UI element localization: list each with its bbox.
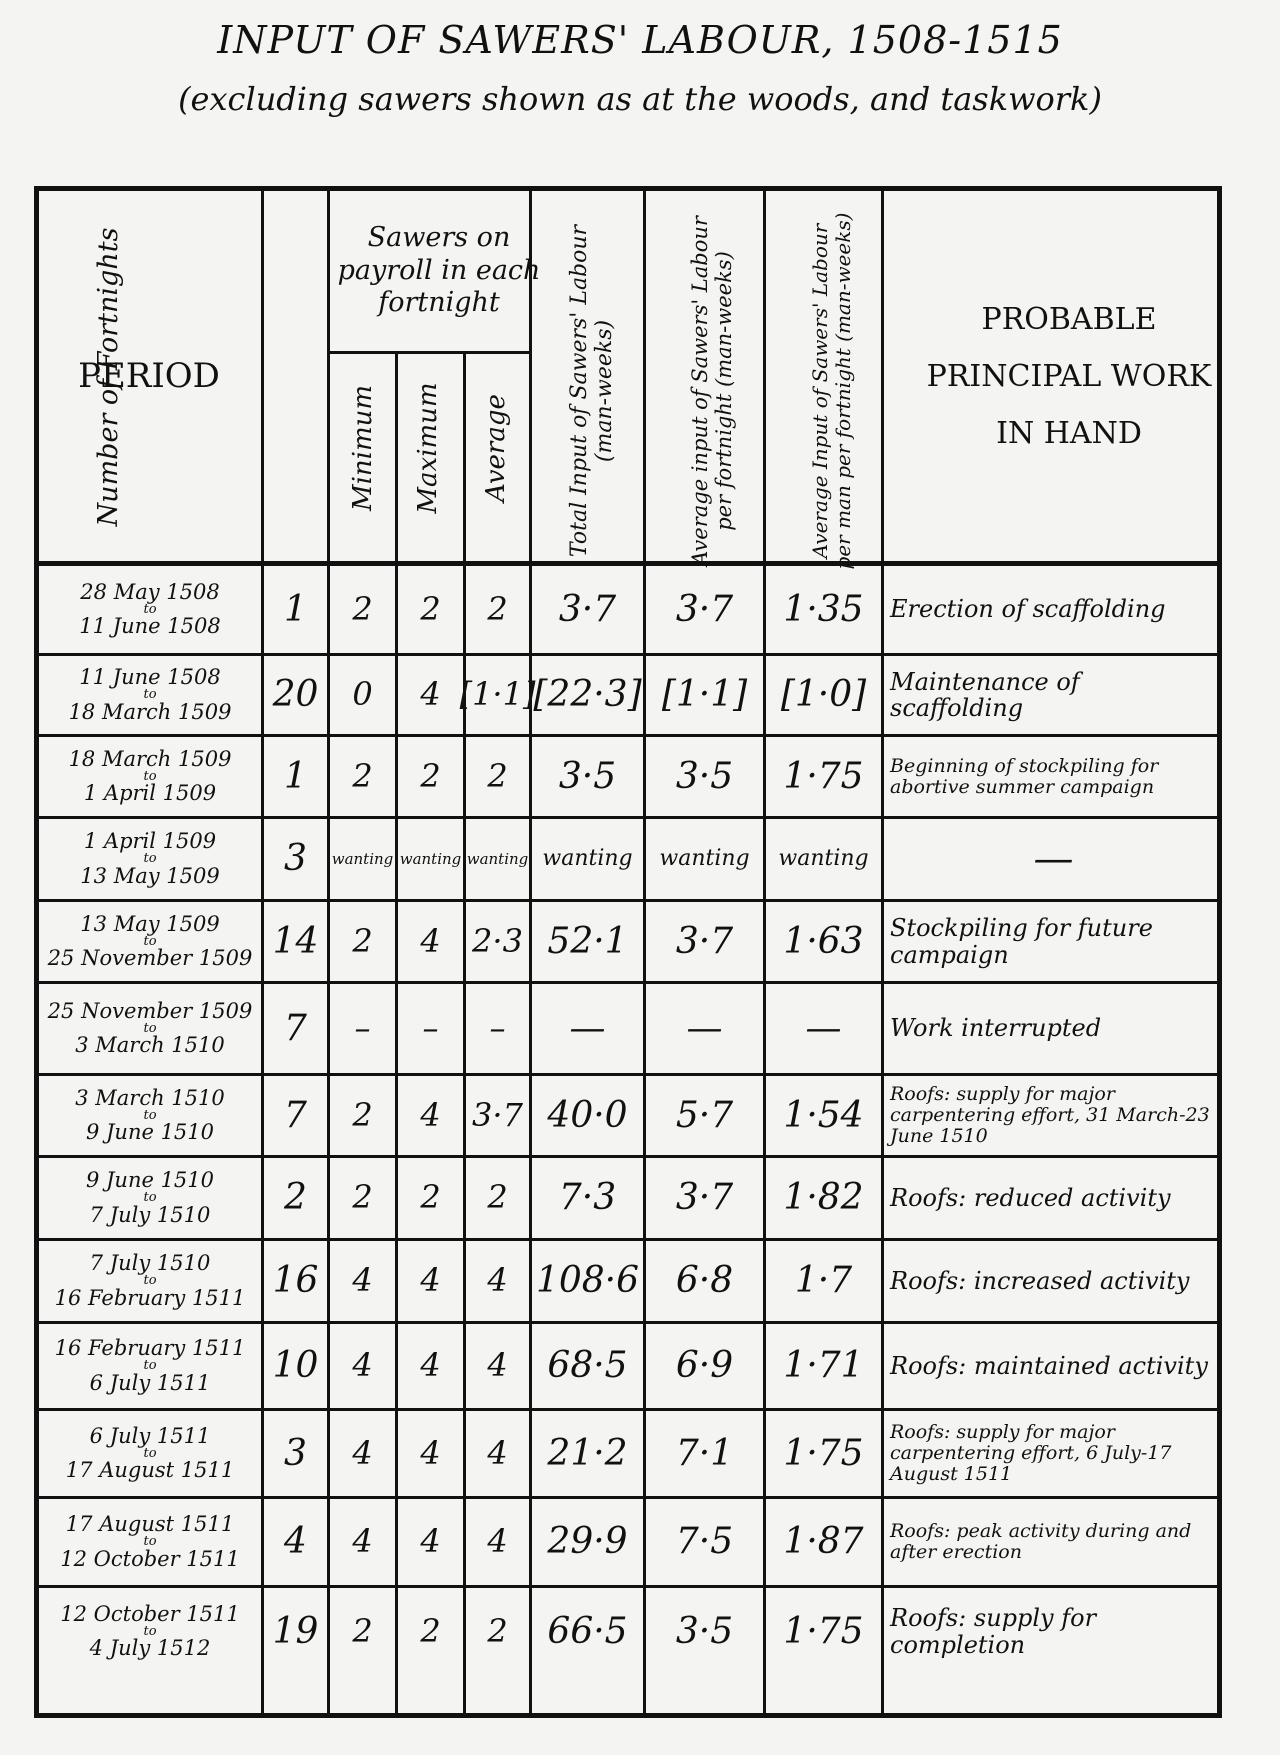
period-to-word: to (143, 601, 157, 617)
per-fortnight-cell: 6·9 (675, 1345, 734, 1387)
total-cell: 3·7 (558, 588, 617, 630)
avg-cell: 2·3 (472, 921, 523, 960)
per-fortnight-cell: 3·5 (675, 755, 734, 797)
period-from: 3 March 1510 (75, 1085, 225, 1110)
period-to: 6 July 1511 (89, 1370, 211, 1395)
work-cell: Roofs: reduced activity (890, 1183, 1171, 1212)
column-divider (261, 191, 264, 1713)
work-cell: Roofs: maintained activity (890, 1351, 1208, 1380)
total-cell: 29·9 (547, 1521, 628, 1563)
fortnights-cell: 1 (284, 588, 307, 630)
total-cell: 68·5 (547, 1345, 628, 1387)
period-to-word: to (143, 768, 157, 784)
max-cell: 2 (420, 756, 441, 795)
avg-cell: – (489, 1008, 506, 1047)
labour-table (34, 186, 1222, 1718)
period-cell (39, 1158, 261, 1238)
period-cell (39, 737, 261, 816)
per-fortnight-cell: — (686, 1007, 723, 1049)
min-cell: 4 (352, 1346, 373, 1385)
period-to-word: to (143, 1020, 157, 1036)
per-fortnight-cell: 5·7 (675, 1094, 734, 1136)
period-to: 11 June 1508 (79, 614, 221, 639)
row-divider (39, 1073, 1217, 1076)
total-cell: 66·5 (547, 1610, 628, 1652)
per-fortnight-cell: 3·7 (675, 1177, 734, 1219)
row-divider (39, 1238, 1217, 1241)
per-fortnight-cell: 6·8 (675, 1260, 734, 1302)
avg-cell: 4 (487, 1346, 508, 1385)
avg-cell: 2 (487, 589, 508, 628)
max-cell: 2 (420, 1611, 441, 1650)
period-cell (39, 819, 261, 899)
period-to-word: to (143, 1107, 157, 1123)
per-fortnight-cell: [1·1] (661, 674, 748, 716)
column-divider (881, 191, 884, 1713)
period-to-word: to (143, 1273, 157, 1289)
total-cell: — (569, 1007, 606, 1049)
min-cell: 2 (352, 921, 373, 960)
work-cell: Erection of scaffolding (890, 595, 1166, 624)
header-minimum: Minimum (348, 384, 379, 512)
column-divider (643, 191, 646, 1713)
period-cell (39, 1324, 261, 1408)
per-man-cell: 1·35 (783, 588, 864, 630)
fortnights-cell: 3 (284, 1432, 307, 1474)
work-cell: — (1033, 836, 1074, 882)
period-to: 12 October 1511 (60, 1546, 240, 1571)
work-cell: Roofs: supply for completion (890, 1604, 1097, 1659)
total-cell: 21·2 (547, 1432, 628, 1474)
min-cell: 4 (352, 1522, 373, 1561)
work-cell: Roofs: increased activity (890, 1266, 1190, 1295)
period-from: 9 June 1510 (85, 1168, 215, 1193)
avg-cell: 4 (487, 1522, 508, 1561)
period-to: 9 June 1510 (85, 1120, 215, 1145)
fortnights-cell: 1 (284, 755, 307, 797)
period-to: 16 February 1511 (54, 1285, 246, 1310)
header-fortnights: Number of Fortnights (93, 227, 125, 527)
header-divider (39, 561, 1217, 566)
row-divider (39, 1155, 1217, 1158)
row-divider (39, 734, 1217, 737)
per-man-cell: — (805, 1007, 842, 1049)
period-to-word: to (143, 1358, 157, 1374)
work-cell: Roofs: supply for major carpentering effort, 31 March-23 June 1510 (890, 1083, 1210, 1147)
work-cell: Stockpiling for future campaign (890, 914, 1153, 969)
max-cell: 2 (420, 589, 441, 628)
avg-cell: 2 (487, 1178, 508, 1217)
work-cell: Work interrupted (890, 1014, 1102, 1043)
row-divider (39, 1321, 1217, 1324)
work-cell: Roofs: peak activity during and after erection (890, 1520, 1192, 1563)
header-sawers-group: Sawers on payroll in each fortnight (337, 222, 541, 319)
period-to-word: to (143, 687, 157, 703)
fortnights-cell: 3 (284, 838, 307, 880)
period-cell (39, 984, 261, 1073)
per-man-cell: 1·75 (783, 1610, 864, 1652)
total-cell: 108·6 (535, 1260, 640, 1302)
work-cell: Roofs: supply for major carpentering effort, 6 July-17 August 1511 (890, 1421, 1172, 1485)
max-cell: 4 (420, 1261, 441, 1300)
subheader-divider (327, 351, 529, 354)
per-man-cell: 1·7 (794, 1260, 853, 1302)
period-from: 12 October 1511 (60, 1601, 240, 1626)
period-to: 25 November 1509 (47, 946, 253, 971)
period-cell (39, 1411, 261, 1496)
min-cell: 2 (352, 589, 373, 628)
max-cell: 4 (420, 921, 441, 960)
total-cell: 3·5 (558, 755, 617, 797)
avg-cell: wanting (466, 849, 529, 868)
min-cell: wanting (331, 849, 394, 868)
total-cell: 7·3 (558, 1177, 617, 1219)
period-to: 18 March 1509 (68, 699, 232, 724)
period-to-word: to (143, 1445, 157, 1461)
period-to-word: to (143, 1534, 157, 1550)
max-cell: 4 (420, 675, 441, 714)
period-cell (39, 566, 261, 653)
period-cell (39, 1588, 261, 1675)
max-cell: 4 (420, 1346, 441, 1385)
row-divider (39, 899, 1217, 902)
header-average: Average (481, 394, 512, 502)
period-from: 1 April 1509 (83, 829, 217, 854)
row-divider (39, 1585, 1217, 1588)
row-divider (39, 1408, 1217, 1411)
avg-cell: [1·1] (459, 675, 536, 714)
header-avg-per-man: Average Input of Sawers' Labour per man per fortnight (man-weeks) (808, 212, 855, 570)
max-cell: – (422, 1008, 439, 1047)
header-work: PROBABLE PRINCIPAL WORK IN HAND (926, 301, 1212, 451)
column-divider (529, 191, 532, 1713)
period-from: 25 November 1509 (47, 998, 253, 1023)
period-cell (39, 1076, 261, 1155)
column-divider (763, 191, 766, 1713)
total-cell: 52·1 (547, 920, 628, 962)
per-man-cell: 1·75 (783, 1432, 864, 1474)
total-cell: [22·3] (533, 674, 642, 716)
max-cell: 4 (420, 1522, 441, 1561)
max-cell: 4 (420, 1433, 441, 1472)
total-cell: wanting (542, 845, 633, 871)
fortnights-cell: 16 (272, 1260, 319, 1302)
row-divider (39, 653, 1217, 656)
header-avg-per-fortnight: Average input of Sawers' Labour per fortnight (man-weeks) (687, 216, 736, 566)
period-to: 17 August 1511 (65, 1458, 235, 1483)
row-divider (39, 1496, 1217, 1499)
header-total-input: Total Input of Sawers' Labour (man-weeks) (566, 224, 617, 558)
min-cell: 2 (352, 1178, 373, 1217)
period-cell (39, 656, 261, 734)
period-cell (39, 1241, 261, 1321)
work-cell: Beginning of stockpiling for abortive summer campaign (890, 754, 1159, 798)
avg-cell: 2 (487, 756, 508, 795)
fortnights-cell: 4 (284, 1521, 307, 1563)
column-divider (327, 191, 330, 1713)
per-man-cell: wanting (778, 845, 869, 871)
work-cell: Maintenance of scaffolding (890, 667, 1080, 722)
fortnights-cell: 14 (272, 920, 319, 962)
min-cell: 4 (352, 1261, 373, 1300)
row-divider (39, 816, 1217, 819)
avg-cell: 2 (487, 1611, 508, 1650)
min-cell: 4 (352, 1433, 373, 1472)
fortnights-cell: 7 (284, 1094, 307, 1136)
page-title: INPUT OF SAWERS' LABOUR, 1508-1515 (217, 18, 1063, 62)
per-man-cell: 1·63 (783, 920, 864, 962)
per-fortnight-cell: 7·5 (675, 1521, 734, 1563)
per-fortnight-cell: 3·7 (675, 920, 734, 962)
period-to-word: to (143, 851, 157, 867)
per-fortnight-cell: wanting (659, 845, 750, 871)
min-cell: 0 (352, 675, 373, 714)
period-to-word: to (143, 1623, 157, 1639)
per-man-cell: 1·75 (783, 755, 864, 797)
period-to: 7 July 1510 (89, 1202, 211, 1227)
avg-cell: 3·7 (472, 1095, 523, 1134)
fortnights-cell: 20 (272, 674, 319, 716)
per-man-cell: [1·0] (780, 674, 867, 716)
min-cell: 2 (352, 756, 373, 795)
max-cell: 4 (420, 1095, 441, 1134)
max-cell: wanting (399, 849, 462, 868)
fortnights-cell: 10 (272, 1345, 319, 1387)
fortnights-cell: 7 (284, 1007, 307, 1049)
avg-cell: 4 (487, 1433, 508, 1472)
page-subtitle: (excluding sawers shown as at the woods, and taskwork) (178, 80, 1102, 118)
per-fortnight-cell: 3·5 (675, 1610, 734, 1652)
per-man-cell: 1·71 (783, 1345, 864, 1387)
period-from: 6 July 1511 (89, 1423, 211, 1448)
period-to: 1 April 1509 (83, 781, 217, 806)
period-from: 7 July 1510 (89, 1251, 211, 1276)
period-from: 17 August 1511 (65, 1512, 235, 1537)
period-from: 13 May 1509 (80, 911, 220, 936)
row-divider (39, 981, 1217, 984)
max-cell: 2 (420, 1178, 441, 1217)
fortnights-cell: 19 (272, 1610, 319, 1652)
period-to: 4 July 1512 (89, 1636, 211, 1661)
min-cell: 2 (352, 1611, 373, 1650)
min-cell: 2 (352, 1095, 373, 1134)
per-fortnight-cell: 7·1 (675, 1432, 734, 1474)
period-cell (39, 1499, 261, 1585)
column-divider (463, 351, 466, 1713)
avg-cell: 4 (487, 1261, 508, 1300)
period-from: 28 May 1508 (80, 579, 220, 604)
total-cell: 40·0 (547, 1094, 628, 1136)
per-man-cell: 1·87 (783, 1521, 864, 1563)
header-period: PERIOD (78, 355, 220, 396)
per-man-cell: 1·82 (783, 1177, 864, 1219)
period-to: 3 March 1510 (75, 1033, 225, 1058)
period-to-word: to (143, 1190, 157, 1206)
period-from: 18 March 1509 (68, 746, 232, 771)
min-cell: – (354, 1008, 371, 1047)
per-man-cell: 1·54 (783, 1094, 864, 1136)
per-fortnight-cell: 3·7 (675, 588, 734, 630)
column-divider (395, 351, 398, 1713)
period-from: 11 June 1508 (79, 665, 221, 690)
period-cell (39, 902, 261, 981)
header-maximum: Maximum (413, 382, 444, 514)
fortnights-cell: 2 (284, 1177, 307, 1219)
period-from: 16 February 1511 (54, 1336, 246, 1361)
period-to: 13 May 1509 (80, 863, 220, 888)
period-to-word: to (143, 933, 157, 949)
